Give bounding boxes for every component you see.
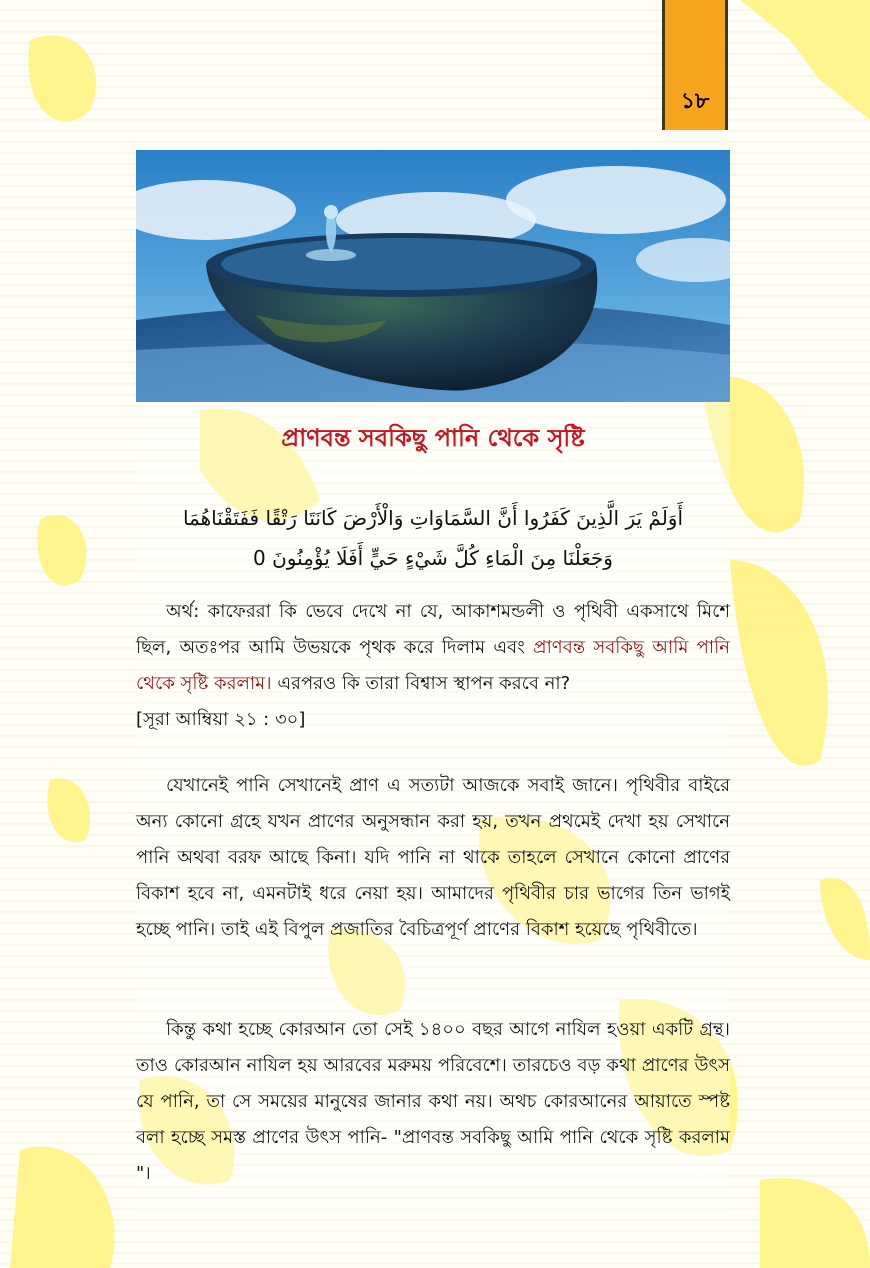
translation-lead: অর্থ: কাফেররা কি ভেবে দেখে না যে, আকাশমন্ডলী ও পৃথিবী একসাথে মিশে ছিল, অতঃপর আমি উভয়কে পৃথক করে দিলাম এবং bbox=[136, 601, 730, 658]
body-paragraph-1-text: যেখানেই পানি সেখানেই প্রাণ এ সত্যটা আজকে সবাই জানে। পৃথিবীর বাইরে অন্য কোনো গ্রহে যখন প্রাণের অনুসন্ধান করা হয়, তখন প্রথমেই দেখা হয় সেখানে পানি অথবা বরফ আছে কিনা। যদি পানি না থাকে তাহলে সেখানে কোনো প্রাণের বিকাশ হবে না, এমনটাই ধরে নেয়া হয়। আমাদের পৃথিবীর চার ভাগের তিন ভাগই হচ্ছে পানি। তাই এই বিপুল প্রজাতির বৈচিত্রপূর্ণ প্রাণের বিকাশ হয়েছে পৃথিবীতে। bbox=[136, 775, 730, 940]
page-number: ১৮ bbox=[680, 89, 710, 114]
arabic-verse-line-1: أَوَلَمْ يَرَ الَّذِينَ كَفَرُوا أَنَّ السَّمَاوَاتِ وَالْأَرْضَ كَانَتَا رَتْقًا فَفَتَقْنَاهُمَا bbox=[182, 506, 684, 530]
arabic-verse-line-2: وَجَعَلْنَا مِنَ الْمَاءِ كُلَّ شَيْءٍ حَيٍّ أَفَلَا يُؤْمِنُونَ 0 bbox=[253, 546, 613, 570]
chapter-title: প্রাণবন্ত সবকিছু পানি থেকে সৃষ্টি bbox=[281, 424, 585, 452]
body-paragraph-1 bbox=[136, 768, 730, 948]
translation-highlight: প্রাণবন্ত সবকিছু আমি পানি থেকে সৃষ্টি করলাম। bbox=[136, 637, 730, 694]
verse-reference: [সূরা আম্বিয়া ২১ : ৩০] bbox=[136, 709, 306, 730]
translation-tail: এরপরও কি তারা বিশ্বাস স্থাপন করবে না? bbox=[271, 673, 571, 694]
body-paragraph-2 bbox=[136, 1012, 730, 1192]
water-drop-earth-image bbox=[136, 150, 730, 402]
page-number-tab bbox=[662, 0, 728, 130]
body-paragraph-2-text: কিন্তু কথা হচ্ছে কোরআন তো সেই ১৪০০ বছর আগে নাযিল হওয়া একটি গ্রন্থ। তাও কোরআন নাযিল হয় আরবের মরুময় পরিবেশে। তারচেও বড় কথা প্রাণের উৎস যে পানি, তা সে সময়ের মানুষের জানার কথা নয়। অথচ কোরআনের আয়াতে স্পষ্ট বলা হচ্ছে সমস্ত প্রাণের উৎস পানি- "প্রাণবন্ত সবকিছু আমি পানি থেকে সৃষ্টি করলাম "। bbox=[136, 1019, 730, 1184]
translation-paragraph bbox=[136, 594, 730, 738]
